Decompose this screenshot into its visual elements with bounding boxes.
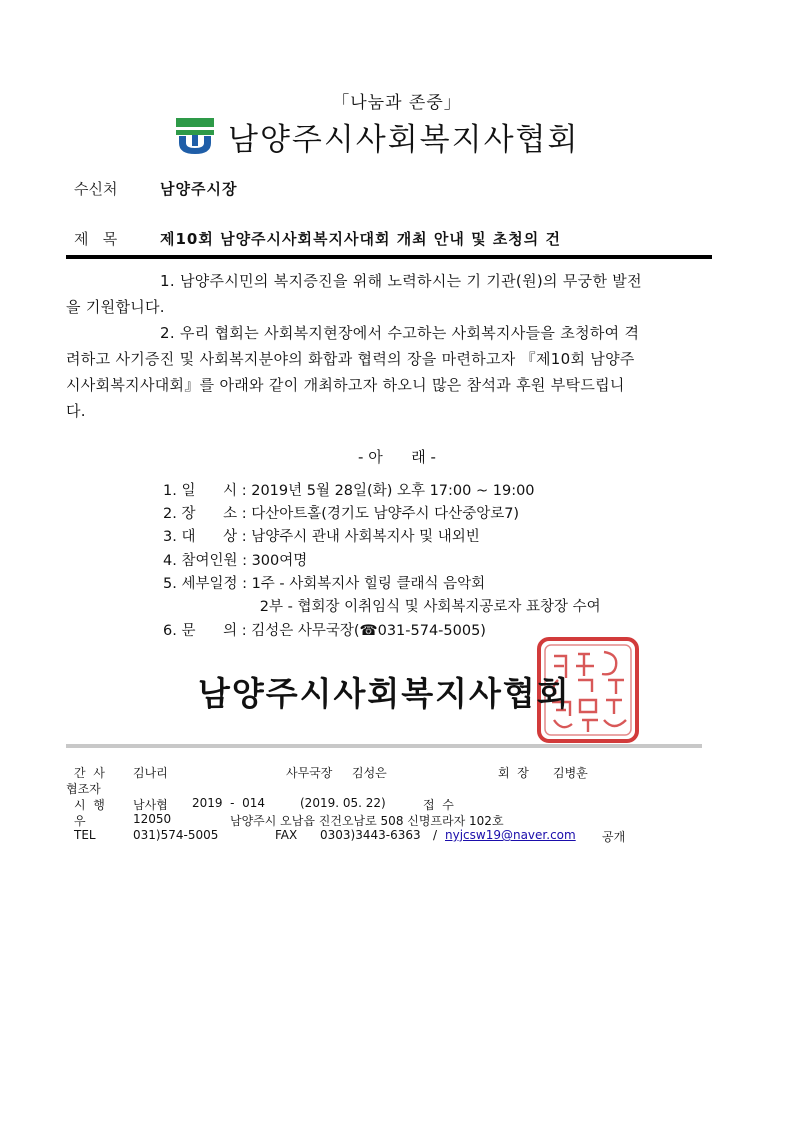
subject-label: 제 목 [74, 230, 118, 248]
footer-label: TEL [74, 828, 96, 842]
footer-value: 김나리 [133, 766, 168, 780]
footer-label: 우 [74, 814, 86, 828]
footer-value: (2019. 05. 22) [300, 796, 386, 810]
detail-item: 1. 일 시 : 2019년 5월 28일(화) 오후 17:00 ~ 19:00 [163, 483, 535, 499]
footer-label: 회 장 [498, 766, 529, 780]
paragraph-2-line-3: 시사회복지사대회』를 아래와 같이 개최하고자 하오니 많은 참석과 후원 부탁드립니 [66, 376, 625, 394]
header-divider [66, 255, 712, 259]
detail-item: 3. 대 상 : 남양주시 관내 사회복지사 및 내외빈 [163, 529, 480, 545]
subject-value: 제10회 남양주시사회복지사대회 개최 안내 및 초청의 건 [160, 230, 561, 248]
footer-label: 접 수 [423, 798, 454, 812]
detail-item: 2부 - 협회장 이취임식 및 사회복지공로자 표창장 수여 [163, 599, 601, 615]
association-logo-icon [176, 118, 214, 154]
footer-address: 남양주시 오남읍 진건오남로 508 신명프라자 102호 [230, 814, 504, 828]
slogan: 「나눔과 존중」 [332, 93, 462, 113]
org-name: 남양주시사회복지사협회 [228, 121, 580, 158]
footer-label: 협조자 [66, 782, 101, 796]
footer-value: 031)574-5005 [133, 828, 219, 842]
footer-label: 사무국장 [286, 766, 333, 780]
paragraph-2-line-4: 다. [66, 402, 86, 420]
org-title [176, 116, 579, 156]
paragraph-2-line-1: 2. 우리 협회는 사회복지현장에서 수고하는 사회복지사들을 초청하여 격 [160, 324, 640, 342]
paragraph-1-line-2: 을 기원합니다. [66, 298, 165, 316]
detail-item: 6. 문 의 : 김성은 사무국장(☎031-574-5005) [163, 623, 486, 639]
footer-label: 시 행 [74, 798, 105, 812]
detail-item: 5. 세부일정 : 1주 - 사회복지사 힐링 클래식 음악회 [163, 576, 486, 592]
footer-separator: / [433, 828, 438, 842]
footer-value: 2019 - 014 [192, 796, 266, 810]
paragraph-1-line-1: 1. 남양주시민의 복지증진을 위해 노력하시는 기 기관(원)의 무궁한 발전 [160, 272, 642, 290]
footer-value: 0303)3443-6363 [320, 828, 421, 842]
footer-value: 남사협 [133, 798, 168, 812]
recipient-value: 남양주시장 [160, 180, 238, 198]
footer-label: FAX [275, 828, 298, 842]
footer-value: 12050 [133, 812, 172, 826]
notice-heading: - 아 래 - [358, 448, 436, 466]
footer-value: 김성은 [352, 766, 387, 780]
footer-divider [66, 744, 702, 748]
recipient-label: 수신처 [74, 180, 118, 198]
detail-item: 2. 장 소 : 다산아트홀(경기도 남양주시 다산중앙로7) [163, 506, 520, 522]
footer-label: 간 사 [74, 766, 105, 780]
email-link[interactable] [445, 828, 576, 842]
signature-org-name: 남양주시사회복지사협회 [198, 674, 571, 713]
footer-value: 김병훈 [553, 766, 588, 780]
detail-item: 4. 참여인원 : 300여명 [163, 553, 308, 569]
footer-value: 공개 [602, 830, 626, 844]
paragraph-2-line-2: 려하고 사기증진 및 사회복지분야의 화합과 협력의 장을 마련하고자 『제10회 남양주 [66, 350, 635, 368]
email-link-text[interactable]: nyjcsw19@naver.com [445, 828, 576, 842]
